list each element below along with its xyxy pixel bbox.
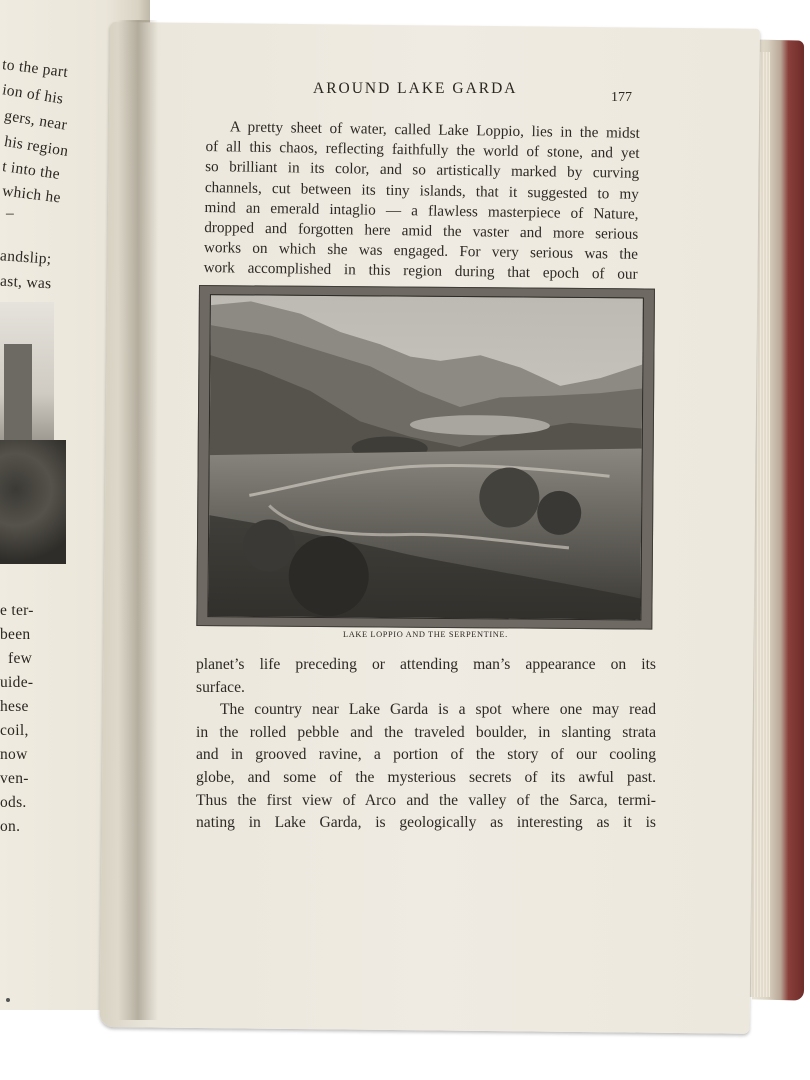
page-number: 177 <box>611 90 632 105</box>
text-line: work accomplished in this region during that epoch of our <box>203 259 638 284</box>
page-mark <box>6 998 10 1002</box>
text-line: of all this chaos, reflecting faithfully the world of stone, and yet <box>205 138 640 163</box>
left-line: his region <box>3 133 70 160</box>
paragraph-1 <box>203 117 639 285</box>
left-line: few <box>8 650 33 667</box>
lake-loppio-photo <box>207 294 644 620</box>
left-line: uide- <box>0 674 34 691</box>
left-line: gers, near <box>3 107 69 134</box>
text-line: globe, and some of the mysterious secrets of its awful past. <box>196 768 656 786</box>
text-line: and in grooved ravine, a portion of the story of our cooling <box>196 746 656 764</box>
left-line: been <box>0 626 31 643</box>
left-line: e ter- <box>0 602 34 619</box>
left-line: which he <box>1 182 62 207</box>
left-line: ion of his <box>1 81 65 108</box>
text-line: Thus the first view of Arco and the valley of the Sarca, termi- <box>196 791 656 809</box>
text-line: channels, cut between its tiny islands, that it suggested to my <box>204 178 639 203</box>
left-line: to the part <box>1 56 69 81</box>
text-line: dropped and forgotten here amid the vaster and more serious <box>204 219 639 243</box>
illustration-frame <box>196 285 655 630</box>
left-line: coil, <box>0 722 29 739</box>
paragraph-2 <box>196 654 656 835</box>
left-line: t into the <box>1 158 62 183</box>
left-line: ast, was <box>0 272 52 293</box>
left-line: ven- <box>0 770 29 787</box>
text-line: surface. <box>196 678 245 696</box>
left-line: now <box>0 746 28 763</box>
text-line: nating in Lake Garda, is geologically as interesting as it is <box>196 814 656 832</box>
left-line: hese <box>0 698 29 715</box>
left-line: andslip; <box>0 247 53 268</box>
text-line: planet’s life preceding or attending man’s appearance on its <box>196 656 656 673</box>
text-line: The country near Lake Garda is a spot where one may read <box>220 701 656 719</box>
left-line: on. <box>0 818 21 835</box>
left-line: ods. <box>0 794 27 811</box>
tower-image <box>4 344 32 454</box>
text-line: in the rolled pebble and the traveled boulder, in slanting strata <box>196 723 656 741</box>
left-line: – <box>6 205 15 222</box>
figure-caption: LAKE LOPPIO AND THE SERPENTINE. <box>343 630 508 639</box>
landscape-image <box>208 295 643 619</box>
foliage-image <box>0 440 66 564</box>
text-line: so brilliant in its color, and so artistically marked by curving <box>205 158 640 183</box>
text-line: mind an emerald intaglio — a flawless masterpiece of Nature, <box>204 198 639 223</box>
running-header: AROUND LAKE GARDA <box>313 80 518 97</box>
text-line: works on which she was engaged. For very serious was the <box>203 239 639 264</box>
text-line: A pretty sheet of water, called Lake Loppio, lies in the midst <box>229 118 640 142</box>
